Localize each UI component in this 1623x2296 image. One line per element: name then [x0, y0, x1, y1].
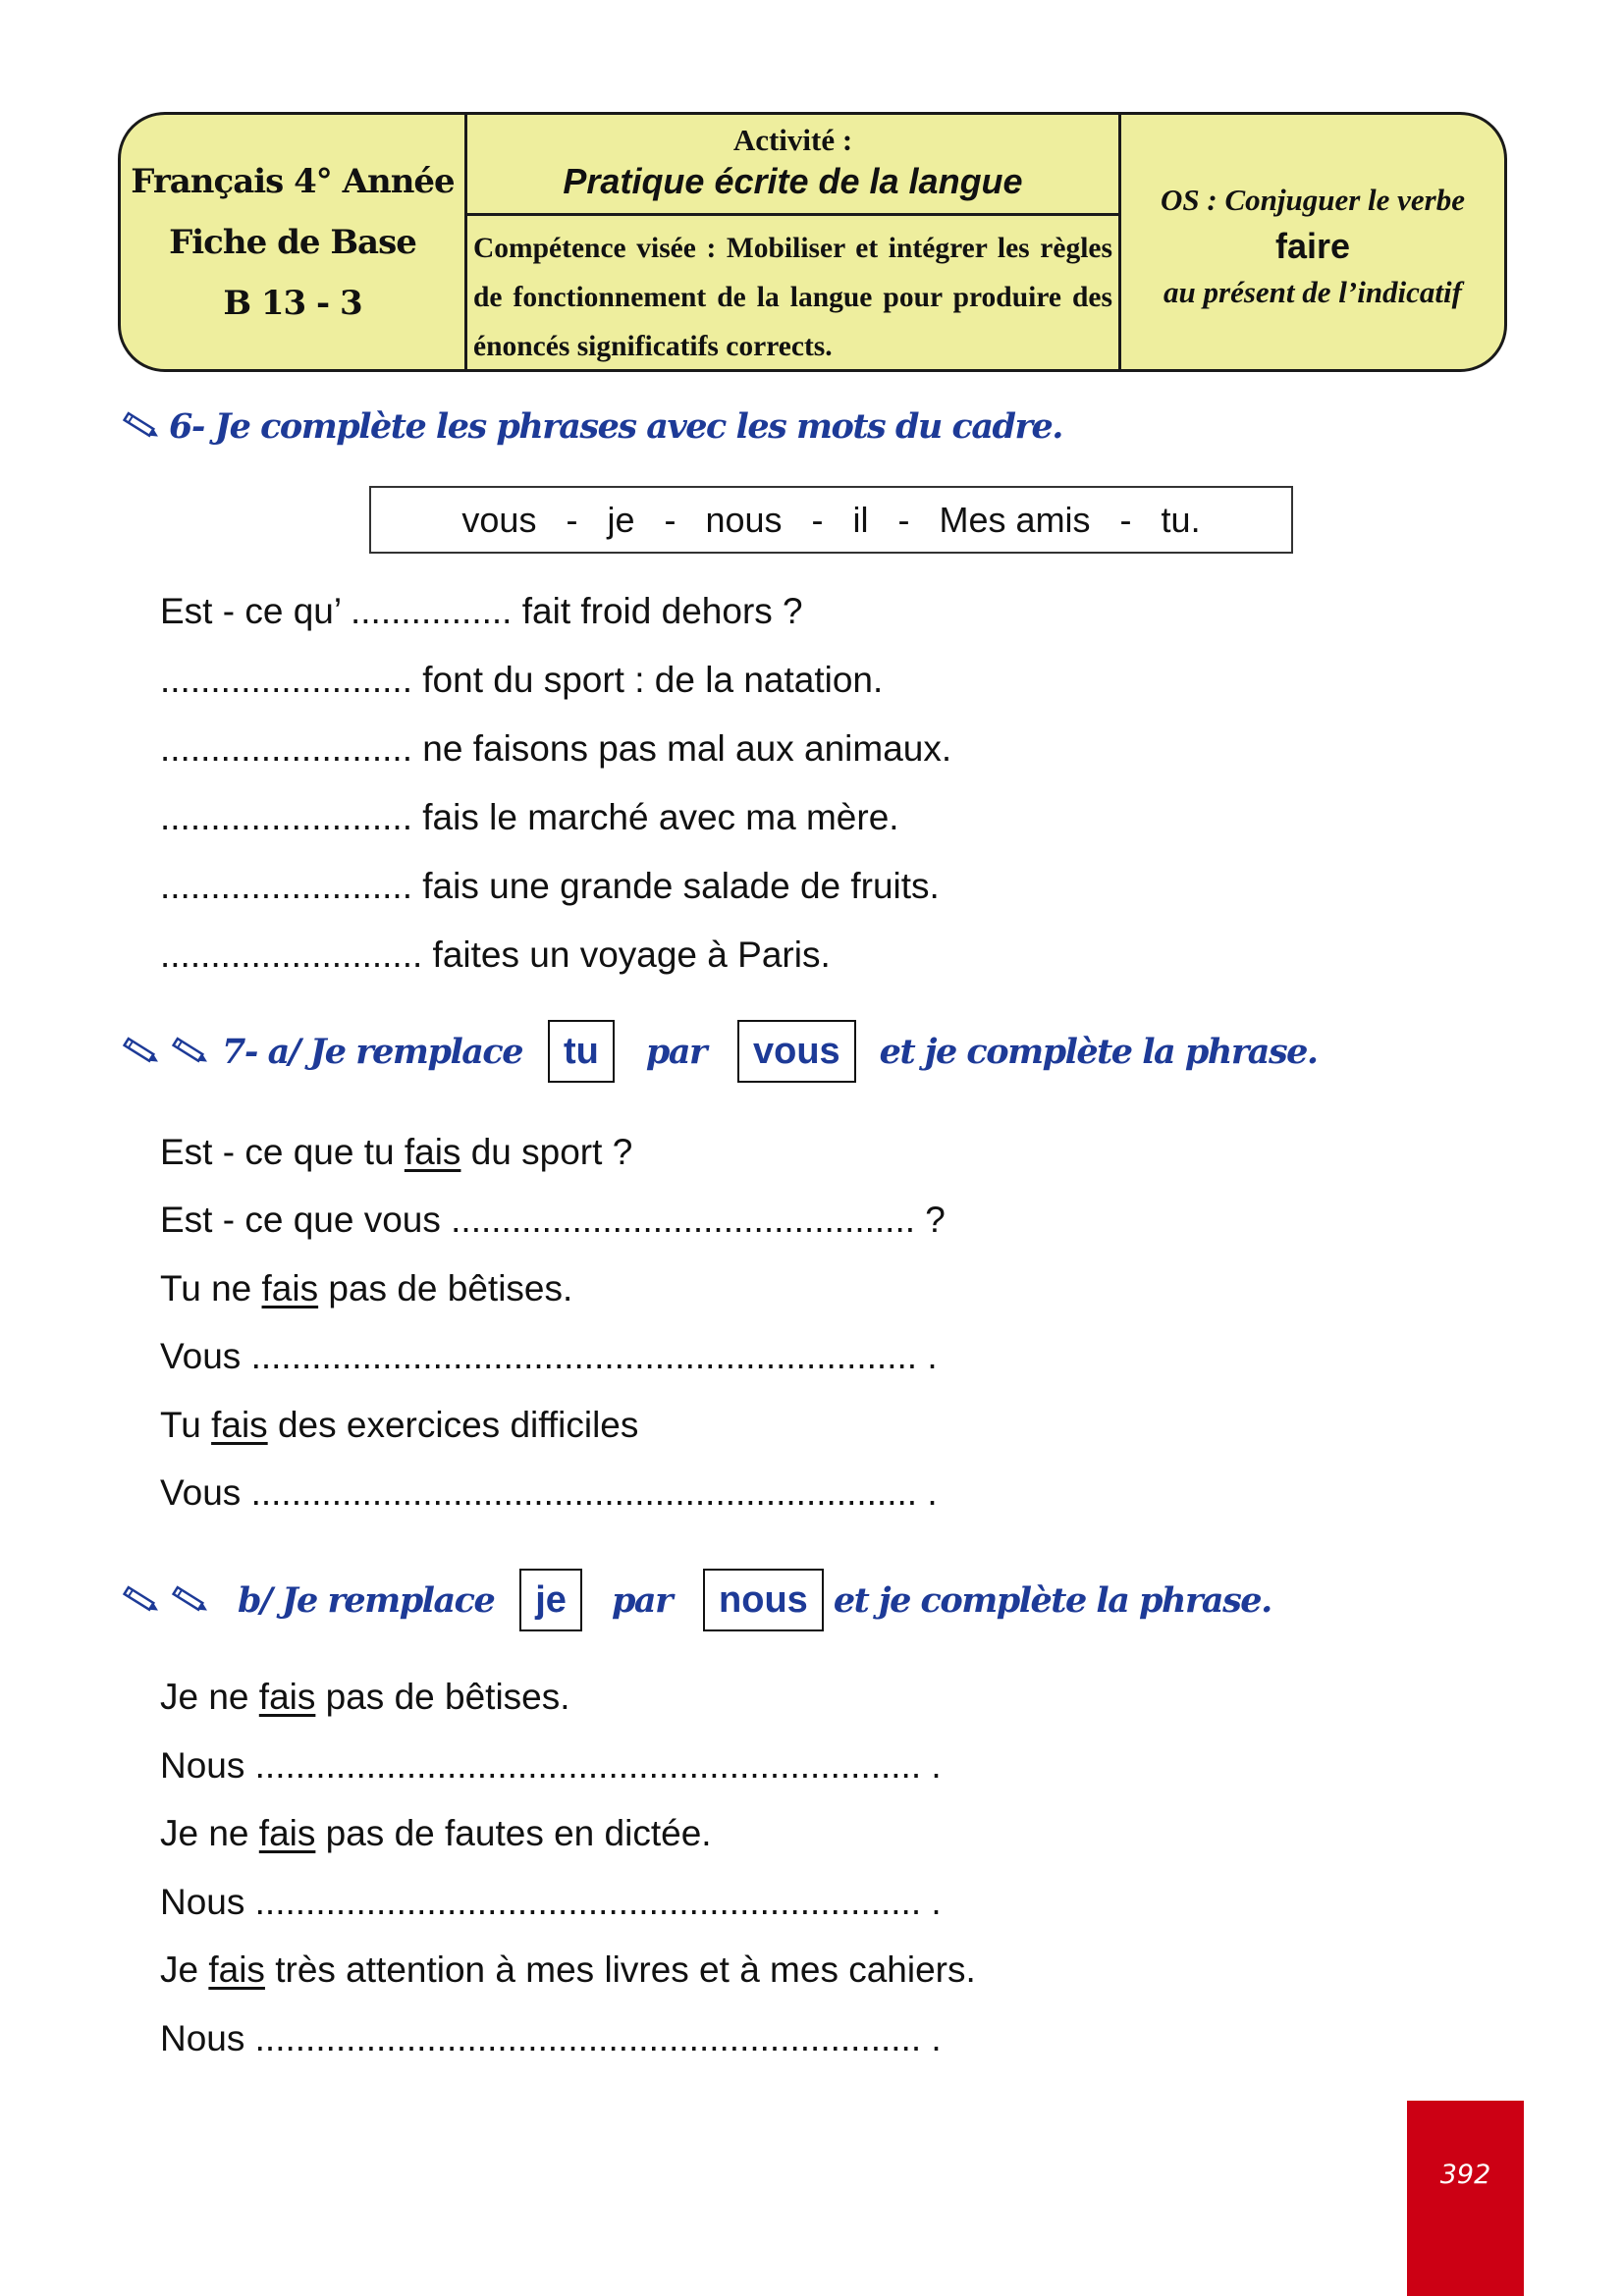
- pencil-icon: [120, 1037, 163, 1066]
- level-text: Français 4° Année: [131, 161, 455, 201]
- ex6-sentence: .......................... faites un voyage à Paris.: [160, 934, 831, 975]
- exercise-7b-instruction: [120, 1571, 1271, 1629]
- ex6-sentence: ......................... fais le marché avec ma mère.: [160, 797, 899, 837]
- ex7a-sentence: Est - ce que tu fais du sport ?: [160, 1132, 633, 1172]
- objective-line-3: au présent de l’indicatif: [1163, 274, 1462, 309]
- word-bank-box: vous - je - nous - il - Mes amis - tu.: [369, 486, 1293, 554]
- ex7b-sentence: Je fais très attention à mes livres et à mes cahiers.: [160, 1949, 976, 1990]
- header-table: [118, 112, 1507, 372]
- activity-label: Activité :: [732, 123, 853, 157]
- ex7a-sentence: Tu ne fais pas de bêtises.: [160, 1268, 573, 1308]
- pencil-icon: [120, 1585, 163, 1615]
- ex7b-sentence: Je ne fais pas de fautes en dictée.: [160, 1813, 712, 1853]
- pencil-icon: [169, 1037, 212, 1066]
- pronoun-box-je: je: [519, 1569, 582, 1631]
- header-level-cell: [121, 115, 467, 369]
- ex6-sentence: ......................... ne faisons pas mal aux animaux.: [160, 728, 952, 769]
- ex6-sentence: ......................... font du sport : de la natation.: [160, 660, 884, 700]
- exercise-7b-suffix: et je complète la phrase.: [833, 1579, 1271, 1621]
- header-activity-cell: [467, 115, 1121, 369]
- pronoun-box-nous: nous: [703, 1569, 824, 1631]
- par-text: par: [611, 1579, 673, 1621]
- pencil-icon: [120, 411, 163, 441]
- pronoun-box-tu: tu: [548, 1020, 615, 1083]
- objective-verb: faire: [1274, 225, 1351, 266]
- par-text: par: [645, 1031, 706, 1072]
- exercise-7b-prefix: b/ Je remplace: [238, 1579, 495, 1621]
- exercise-7a-prefix: 7- a/ Je remplace: [222, 1031, 522, 1072]
- pronoun-box-vous: vous: [737, 1020, 856, 1083]
- exercise-6-instruction: [120, 397, 1062, 455]
- ex7a-sentence: Vous .................................................................. .: [160, 1336, 938, 1376]
- ex7b-sentence: Nous .................................................................. .: [160, 2018, 942, 2058]
- ex7a-sentence: Tu fais des exercices difficiles: [160, 1405, 639, 1445]
- page-number: 392: [1407, 2101, 1524, 2296]
- ex7b-sentence: Nous .................................................................. .: [160, 1882, 942, 1922]
- header-objective-cell: [1121, 115, 1504, 369]
- ex6-sentence: ......................... fais une grande salade de fruits.: [160, 866, 940, 906]
- activity-title: Pratique écrite de la langue: [563, 161, 1023, 201]
- competence-text: Compétence visée : Mobiliser et intégrer les règles de fonctionnement de la langue pour produire des énoncés significatifs corrects.: [473, 233, 1112, 362]
- exercise-6-text: 6- Je complète les phrases avec les mots du cadre.: [169, 405, 1062, 447]
- ex7a-sentence: Est - ce que vous .............................................. ?: [160, 1200, 946, 1240]
- ex7b-sentence: Nous .................................................................. .: [160, 1745, 942, 1786]
- exercise-7a-suffix: et je complète la phrase.: [879, 1031, 1318, 1072]
- sheet-type-text: Fiche de Base: [169, 222, 416, 262]
- objective-line-1: OS : Conjuguer le verbe: [1161, 182, 1465, 217]
- pencil-icon: [169, 1585, 212, 1615]
- ex7b-sentence: Je ne fais pas de bêtises.: [160, 1677, 570, 1717]
- ex7a-sentence: Vous .................................................................. .: [160, 1472, 938, 1513]
- sheet-code-text: B 13 - 3: [223, 283, 362, 323]
- exercise-7a-instruction: [120, 1022, 1318, 1081]
- ex6-sentence: Est - ce qu’ ................ fait froid dehors ?: [160, 591, 803, 631]
